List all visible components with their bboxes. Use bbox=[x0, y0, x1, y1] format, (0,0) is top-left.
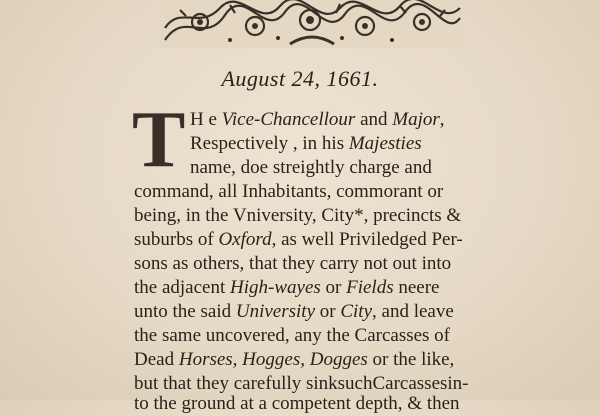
text-line: being, in the Vniversity, City*, precincts & bbox=[134, 205, 462, 226]
text-line: sons as others, that they carry not out into bbox=[134, 253, 452, 274]
text-line: H e Vice-Chancellour and Major, bbox=[190, 109, 445, 130]
text-line: Respectively , in his Majesties bbox=[190, 133, 422, 154]
text-line: suburbs of Oxford, as well Priviledged Per- bbox=[134, 229, 463, 250]
text-line: the adjacent High-wayes or Fields neere bbox=[134, 277, 440, 298]
woodcut-headpiece bbox=[160, 0, 465, 48]
text-line: the same uncovered, any the Carcasses of bbox=[134, 325, 451, 346]
text-line: unto the said University or City, and leave bbox=[134, 301, 454, 322]
text-line: but that they carefully sinksuchCarcassesin- bbox=[134, 373, 469, 394]
text-line: to the ground at a competent depth, & then bbox=[134, 393, 460, 414]
text-line: command, all Inhabitants, commorant or bbox=[134, 181, 444, 202]
text-line: name, doe streightly charge and bbox=[190, 157, 432, 178]
proclamation-date: August 24, 1661. bbox=[221, 66, 379, 91]
text-line: Dead Horses, Hogges, Dogges or the like, bbox=[134, 349, 455, 370]
drop-cap-letter: T bbox=[132, 96, 186, 184]
